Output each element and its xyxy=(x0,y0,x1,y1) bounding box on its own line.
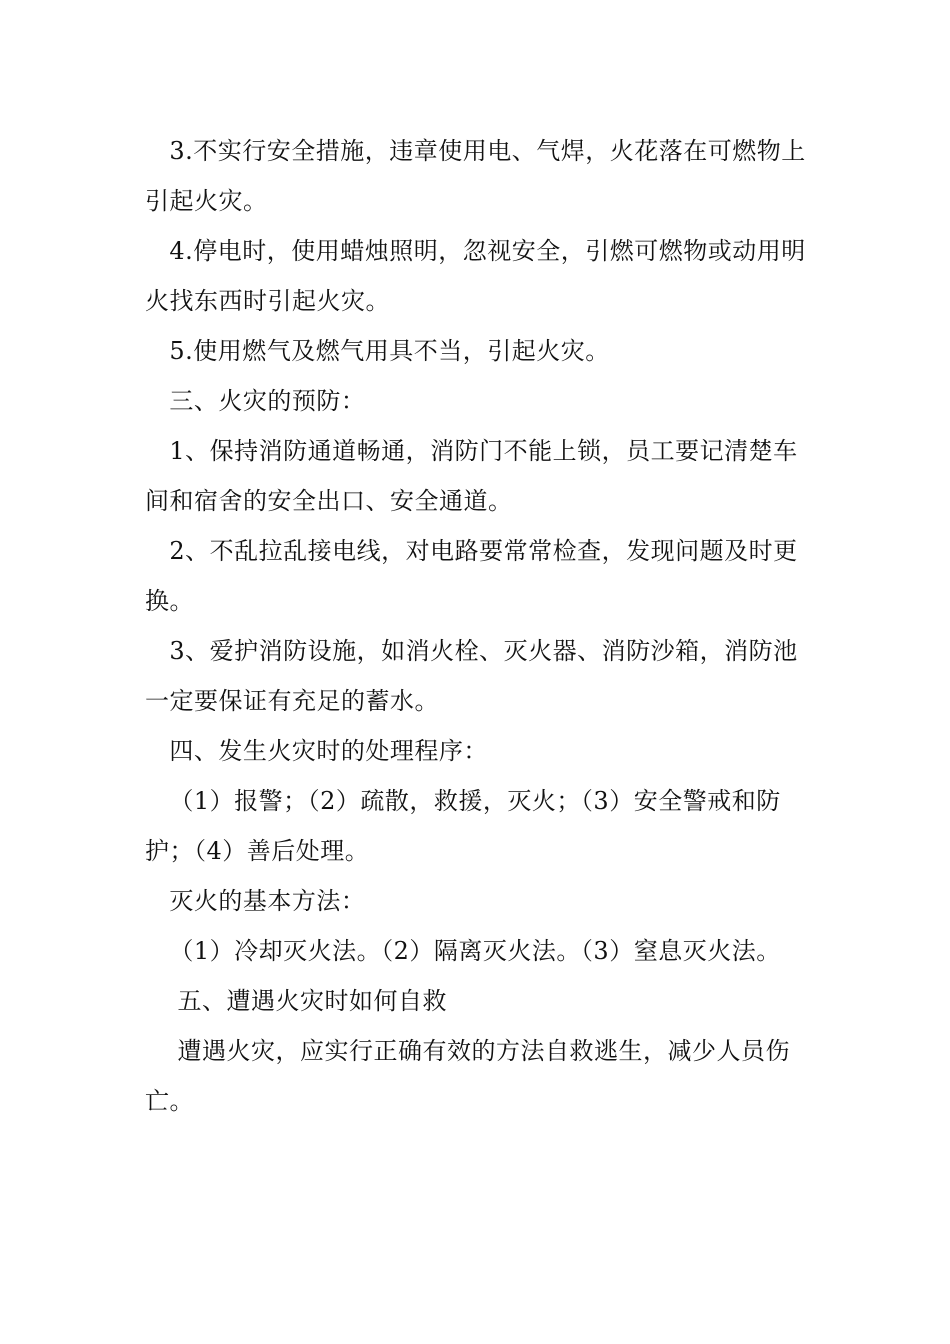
paragraph-procedure-steps: （1）报警；（2）疏散，救援，灭火；（3）安全警戒和防护；（4）善后处理。 xyxy=(145,787,781,865)
paragraph-cause-4: 4.停电时，使用蜡烛照明，忽视安全，引燃可燃物或动用明火找东西时引起火灾。 xyxy=(145,237,806,315)
paragraph-prevention-2: 2、不乱拉乱接电线，对电路要常常检查，发现问题及时更换。 xyxy=(145,537,798,615)
section-heading-procedure: 四、发生火灾时的处理程序： xyxy=(145,737,488,765)
paragraph-extinguish-methods: （1）冷却灭火法。（2）隔离灭火法。（3）窒息灭火法。 xyxy=(145,937,781,965)
heading-extinguish-methods: 灭火的基本方法： xyxy=(145,887,366,915)
paragraph-cause-3: 3.不实行安全措施，违章使用电、气焊，火花落在可燃物上引起火灾。 xyxy=(145,137,806,215)
paragraph-self-rescue: 遭遇火灾，应实行正确有效的方法自救逃生，减少人员伤亡。 xyxy=(145,1037,791,1115)
section-heading-self-rescue: 五、遭遇火灾时如何自救 xyxy=(145,987,448,1015)
paragraph-prevention-1: 1、保持消防通道畅通，消防门不能上锁，员工要记清楚车间和宿舍的安全出口、安全通道。 xyxy=(145,437,798,515)
paragraph-cause-5: 5.使用燃气及燃气用具不当，引起火灾。 xyxy=(145,337,610,365)
section-heading-prevention: 三、火灾的预防： xyxy=(145,387,366,415)
paragraph-prevention-3: 3、爱护消防设施，如消火栓、灭火器、消防沙箱，消防池一定要保证有充足的蓄水。 xyxy=(145,637,798,715)
